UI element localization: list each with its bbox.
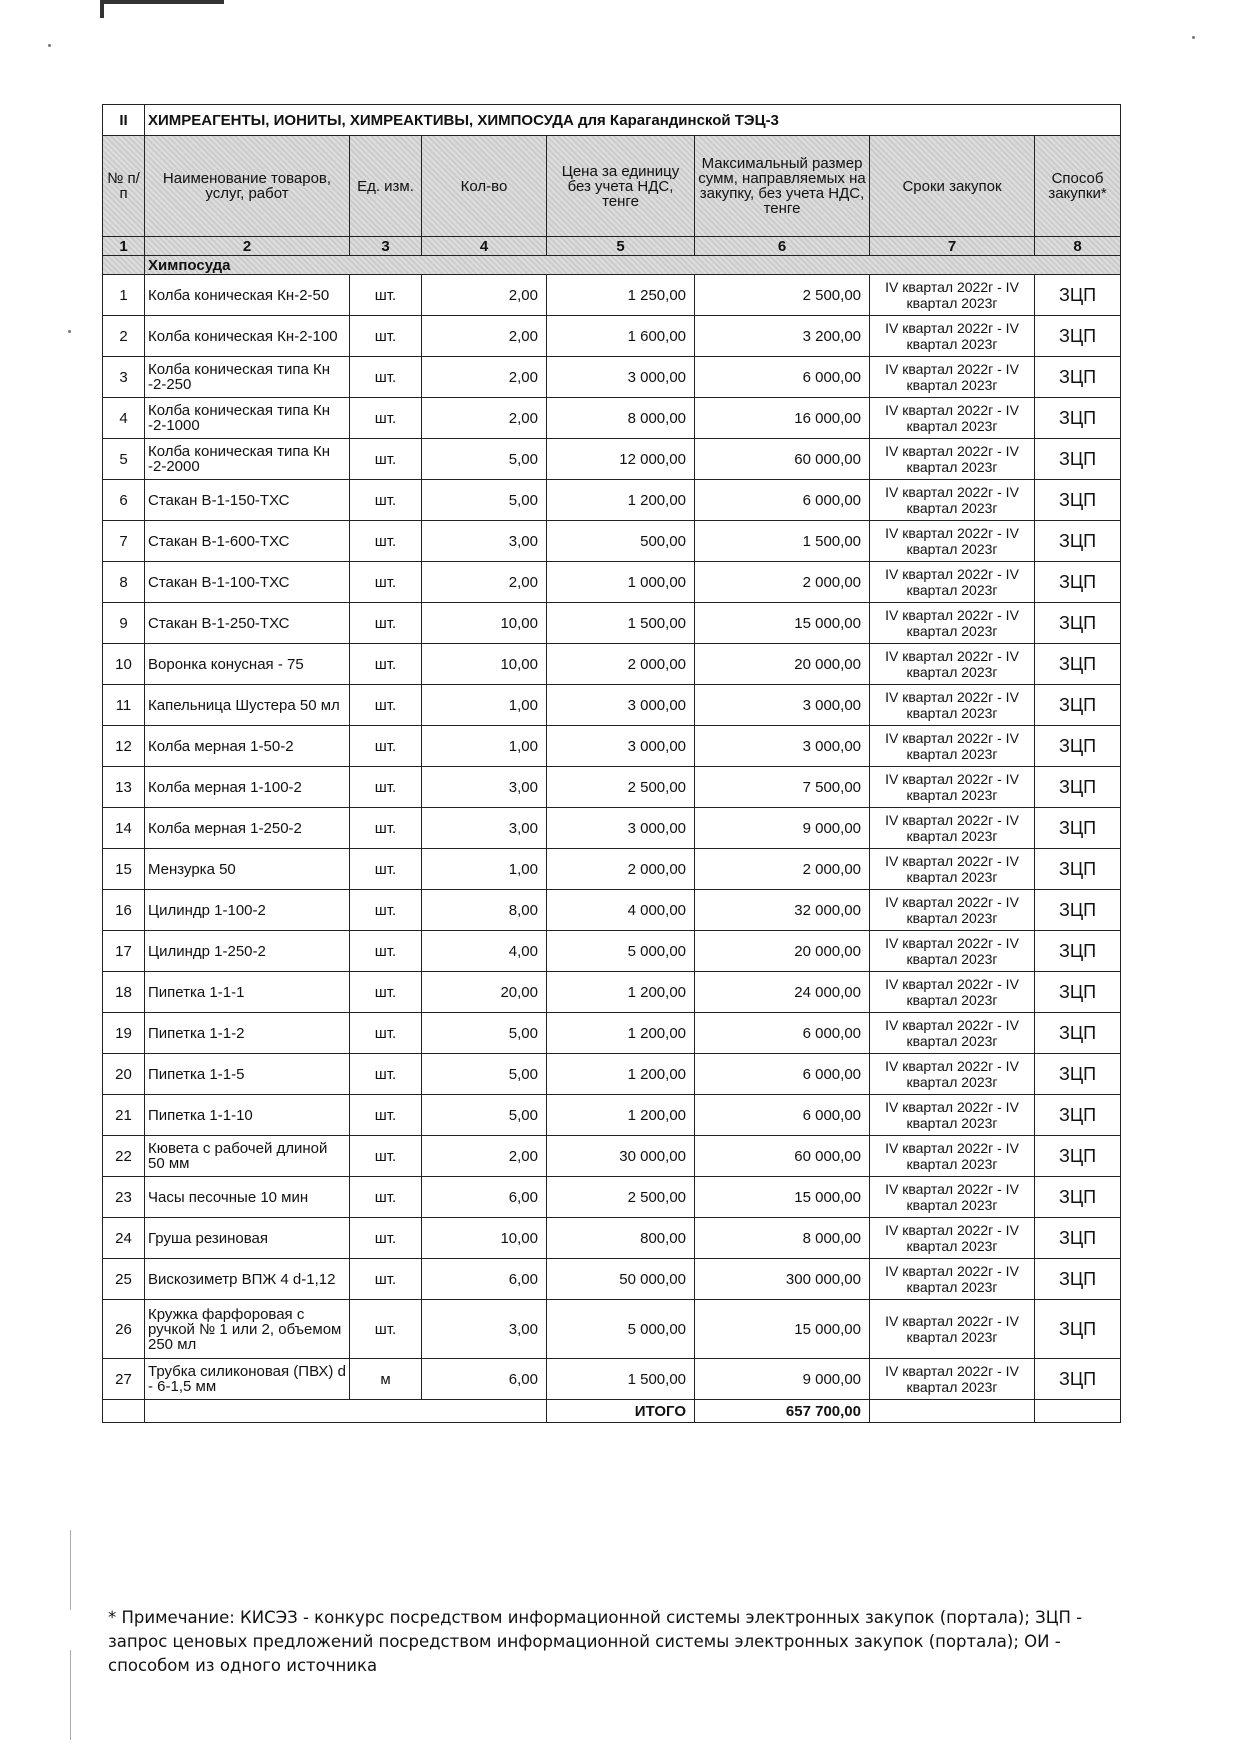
item-qty: 2,00 — [422, 357, 547, 398]
table-row — [103, 767, 1121, 808]
item-qty: 2,00 — [422, 275, 547, 316]
item-name: Кружка фарфоровая с ручкой № 1 или 2, объемом 250 мл — [145, 1300, 350, 1359]
item-sum: 15 000,00 — [695, 1300, 870, 1359]
table-row — [103, 726, 1121, 767]
item-term: IV квартал 2022г - IV квартал 2023г — [870, 275, 1035, 316]
item-qty: 2,00 — [422, 1136, 547, 1177]
item-name: Кювета с рабочей длиной 50 мм — [145, 1136, 350, 1177]
item-term: IV квартал 2022г - IV квартал 2023г — [870, 808, 1035, 849]
item-method: ЗЦП — [1035, 1136, 1121, 1177]
item-sum: 8 000,00 — [695, 1218, 870, 1259]
table-row — [103, 808, 1121, 849]
header-max-sum: Максимальный размер сумм, направляемых на закупку, без учета НДС, тенге — [695, 136, 870, 237]
item-price: 3 000,00 — [547, 726, 695, 767]
item-sum: 2 000,00 — [695, 562, 870, 603]
item-price: 2 000,00 — [547, 644, 695, 685]
item-name: Капельница Шустера 50 мл — [145, 685, 350, 726]
item-term: IV квартал 2022г - IV квартал 2023г — [870, 1300, 1035, 1359]
item-term: IV квартал 2022г - IV квартал 2023г — [870, 1177, 1035, 1218]
item-qty: 6,00 — [422, 1259, 547, 1300]
item-sum: 3 200,00 — [695, 316, 870, 357]
header-row — [103, 136, 1121, 237]
scan-speck — [48, 44, 51, 47]
item-method: ЗЦП — [1035, 931, 1121, 972]
item-unit: м — [350, 1359, 422, 1400]
item-method: ЗЦП — [1035, 849, 1121, 890]
item-qty: 2,00 — [422, 562, 547, 603]
item-unit: шт. — [350, 931, 422, 972]
item-unit: шт. — [350, 357, 422, 398]
item-number: 6 — [103, 480, 145, 521]
item-sum: 300 000,00 — [695, 1259, 870, 1300]
item-sum: 2 000,00 — [695, 849, 870, 890]
item-unit: шт. — [350, 1300, 422, 1359]
subsection-title: Химпосуда — [145, 256, 1121, 275]
header-unit: Ед. изм. — [350, 136, 422, 237]
item-name: Колба коническая типа Кн -2-1000 — [145, 398, 350, 439]
item-method: ЗЦП — [1035, 357, 1121, 398]
item-unit: шт. — [350, 1218, 422, 1259]
table-row — [103, 644, 1121, 685]
item-unit: шт. — [350, 849, 422, 890]
item-unit: шт. — [350, 767, 422, 808]
item-method: ЗЦП — [1035, 1095, 1121, 1136]
item-method: ЗЦП — [1035, 808, 1121, 849]
item-number: 24 — [103, 1218, 145, 1259]
item-term: IV квартал 2022г - IV квартал 2023г — [870, 439, 1035, 480]
item-qty: 8,00 — [422, 890, 547, 931]
item-method: ЗЦП — [1035, 1218, 1121, 1259]
item-qty: 5,00 — [422, 480, 547, 521]
item-number: 20 — [103, 1054, 145, 1095]
item-price: 3 000,00 — [547, 808, 695, 849]
subsection-row — [103, 256, 1121, 275]
item-unit: шт. — [350, 972, 422, 1013]
table-row — [103, 275, 1121, 316]
item-name: Пипетка 1-1-10 — [145, 1095, 350, 1136]
item-method: ЗЦП — [1035, 316, 1121, 357]
item-number: 2 — [103, 316, 145, 357]
item-method: ЗЦП — [1035, 972, 1121, 1013]
item-number: 15 — [103, 849, 145, 890]
item-method: ЗЦП — [1035, 1300, 1121, 1359]
item-number: 1 — [103, 275, 145, 316]
item-method: ЗЦП — [1035, 439, 1121, 480]
item-price: 2 500,00 — [547, 767, 695, 808]
procurement-table — [102, 104, 1121, 1423]
column-number: 1 — [103, 237, 145, 256]
table-row — [103, 1095, 1121, 1136]
item-unit: шт. — [350, 1177, 422, 1218]
item-price: 5 000,00 — [547, 931, 695, 972]
item-method: ЗЦП — [1035, 1359, 1121, 1400]
item-unit: шт. — [350, 480, 422, 521]
item-name: Цилиндр 1-100-2 — [145, 890, 350, 931]
total-label: ИТОГО — [547, 1400, 695, 1423]
item-sum: 6 000,00 — [695, 480, 870, 521]
item-qty: 10,00 — [422, 603, 547, 644]
item-name: Колба коническая типа Кн -2-2000 — [145, 439, 350, 480]
table-row — [103, 685, 1121, 726]
table-row — [103, 562, 1121, 603]
item-unit: шт. — [350, 316, 422, 357]
item-unit: шт. — [350, 1013, 422, 1054]
item-method: ЗЦП — [1035, 275, 1121, 316]
table-row — [103, 1013, 1121, 1054]
item-unit: шт. — [350, 439, 422, 480]
item-method: ЗЦП — [1035, 562, 1121, 603]
item-sum: 60 000,00 — [695, 1136, 870, 1177]
item-number: 17 — [103, 931, 145, 972]
item-method: ЗЦП — [1035, 1177, 1121, 1218]
item-number: 21 — [103, 1095, 145, 1136]
item-method: ЗЦП — [1035, 890, 1121, 931]
item-qty: 6,00 — [422, 1177, 547, 1218]
item-qty: 20,00 — [422, 972, 547, 1013]
item-price: 4 000,00 — [547, 890, 695, 931]
header-price: Цена за единицу без учета НДС, тенге — [547, 136, 695, 237]
item-term: IV квартал 2022г - IV квартал 2023г — [870, 890, 1035, 931]
item-term: IV квартал 2022г - IV квартал 2023г — [870, 398, 1035, 439]
item-name: Стакан В-1-250-ТХС — [145, 603, 350, 644]
item-term: IV квартал 2022г - IV квартал 2023г — [870, 1095, 1035, 1136]
item-number: 27 — [103, 1359, 145, 1400]
item-name: Пипетка 1-1-2 — [145, 1013, 350, 1054]
item-number: 22 — [103, 1136, 145, 1177]
column-number: 3 — [350, 237, 422, 256]
item-method: ЗЦП — [1035, 603, 1121, 644]
item-name: Колба коническая Кн-2-100 — [145, 316, 350, 357]
item-name: Колба коническая типа Кн -2-250 — [145, 357, 350, 398]
table-row — [103, 439, 1121, 480]
item-qty: 1,00 — [422, 685, 547, 726]
item-number: 3 — [103, 357, 145, 398]
item-qty: 10,00 — [422, 1218, 547, 1259]
item-sum: 6 000,00 — [695, 1013, 870, 1054]
scan-speck — [1192, 36, 1195, 39]
item-sum: 6 000,00 — [695, 357, 870, 398]
item-unit: шт. — [350, 644, 422, 685]
item-term: IV квартал 2022г - IV квартал 2023г — [870, 767, 1035, 808]
item-unit: шт. — [350, 1136, 422, 1177]
item-method: ЗЦП — [1035, 1054, 1121, 1095]
item-unit: шт. — [350, 1259, 422, 1300]
item-method: ЗЦП — [1035, 644, 1121, 685]
table-row — [103, 603, 1121, 644]
item-term: IV квартал 2022г - IV квартал 2023г — [870, 1054, 1035, 1095]
item-number: 16 — [103, 890, 145, 931]
item-method: ЗЦП — [1035, 1013, 1121, 1054]
item-sum: 16 000,00 — [695, 398, 870, 439]
item-number: 18 — [103, 972, 145, 1013]
item-price: 50 000,00 — [547, 1259, 695, 1300]
item-price: 12 000,00 — [547, 439, 695, 480]
item-name: Пипетка 1-1-5 — [145, 1054, 350, 1095]
item-sum: 9 000,00 — [695, 808, 870, 849]
item-term: IV квартал 2022г - IV квартал 2023г — [870, 1013, 1035, 1054]
table-row — [103, 316, 1121, 357]
item-number: 8 — [103, 562, 145, 603]
table-row — [103, 1218, 1121, 1259]
item-name: Часы песочные 10 мин — [145, 1177, 350, 1218]
item-name: Стакан В-1-150-ТХС — [145, 480, 350, 521]
item-unit: шт. — [350, 603, 422, 644]
item-sum: 6 000,00 — [695, 1054, 870, 1095]
item-sum: 7 500,00 — [695, 767, 870, 808]
item-term: IV квартал 2022г - IV квартал 2023г — [870, 316, 1035, 357]
item-number: 5 — [103, 439, 145, 480]
section-title-row — [103, 105, 1121, 136]
item-term: IV квартал 2022г - IV квартал 2023г — [870, 931, 1035, 972]
column-number: 8 — [1035, 237, 1121, 256]
item-sum: 32 000,00 — [695, 890, 870, 931]
item-price: 1 200,00 — [547, 1095, 695, 1136]
item-term: IV квартал 2022г - IV квартал 2023г — [870, 1259, 1035, 1300]
item-name: Воронка конусная - 75 — [145, 644, 350, 685]
item-sum: 6 000,00 — [695, 1095, 870, 1136]
item-term: IV квартал 2022г - IV квартал 2023г — [870, 521, 1035, 562]
item-qty: 6,00 — [422, 1359, 547, 1400]
header-method: Способ закупки* — [1035, 136, 1121, 237]
item-name: Вискозиметр ВПЖ 4 d-1,12 — [145, 1259, 350, 1300]
item-name: Цилиндр 1-250-2 — [145, 931, 350, 972]
item-price: 1 200,00 — [547, 972, 695, 1013]
item-price: 1 200,00 — [547, 1013, 695, 1054]
item-name: Груша резиновая — [145, 1218, 350, 1259]
item-unit: шт. — [350, 562, 422, 603]
item-term: IV квартал 2022г - IV квартал 2023г — [870, 562, 1035, 603]
table-row — [103, 480, 1121, 521]
item-name: Колба мерная 1-250-2 — [145, 808, 350, 849]
section-title: ХИМРЕАГЕНТЫ, ИОНИТЫ, ХИМРЕАКТИВЫ, ХИМПОСУДА для Карагандинской ТЭЦ-3 — [145, 105, 1121, 136]
table-row — [103, 849, 1121, 890]
item-price: 1 250,00 — [547, 275, 695, 316]
item-term: IV квартал 2022г - IV квартал 2023г — [870, 644, 1035, 685]
item-term: IV квартал 2022г - IV квартал 2023г — [870, 726, 1035, 767]
item-price: 2 000,00 — [547, 849, 695, 890]
footnote: * Примечание: КИСЭЗ - конкурс посредством информационной системы электронных закупок (портала); ЗЦП - запрос ценовых предложений посредством информационной системы электронных закупок (портала); ОИ - способом из одного источника — [108, 1608, 1083, 1675]
item-unit: шт. — [350, 1054, 422, 1095]
item-price: 800,00 — [547, 1218, 695, 1259]
header-qty: Кол-во — [422, 136, 547, 237]
item-number: 7 — [103, 521, 145, 562]
item-term: IV квартал 2022г - IV квартал 2023г — [870, 849, 1035, 890]
item-method: ЗЦП — [1035, 726, 1121, 767]
total-row — [103, 1400, 1121, 1423]
item-price: 3 000,00 — [547, 685, 695, 726]
column-number: 7 — [870, 237, 1035, 256]
header-term: Сроки закупок — [870, 136, 1035, 237]
table-row — [103, 1300, 1121, 1359]
scan-corner-mark — [100, 0, 224, 18]
item-price: 1 500,00 — [547, 1359, 695, 1400]
table-row — [103, 931, 1121, 972]
item-method: ЗЦП — [1035, 398, 1121, 439]
item-number: 19 — [103, 1013, 145, 1054]
item-unit: шт. — [350, 275, 422, 316]
table-row — [103, 357, 1121, 398]
item-number: 12 — [103, 726, 145, 767]
item-name: Стакан В-1-100-ТХС — [145, 562, 350, 603]
item-sum: 20 000,00 — [695, 644, 870, 685]
item-name: Колба мерная 1-100-2 — [145, 767, 350, 808]
item-qty: 5,00 — [422, 439, 547, 480]
item-price: 1 000,00 — [547, 562, 695, 603]
item-name: Колба коническая Кн-2-50 — [145, 275, 350, 316]
item-qty: 1,00 — [422, 849, 547, 890]
column-number: 4 — [422, 237, 547, 256]
item-qty: 3,00 — [422, 808, 547, 849]
table-row — [103, 521, 1121, 562]
item-qty: 3,00 — [422, 521, 547, 562]
item-sum: 60 000,00 — [695, 439, 870, 480]
item-price: 1 600,00 — [547, 316, 695, 357]
item-number: 13 — [103, 767, 145, 808]
item-unit: шт. — [350, 890, 422, 931]
item-number: 14 — [103, 808, 145, 849]
item-number: 4 — [103, 398, 145, 439]
item-number: 10 — [103, 644, 145, 685]
item-number: 26 — [103, 1300, 145, 1359]
item-price: 1 200,00 — [547, 1054, 695, 1095]
item-term: IV квартал 2022г - IV квартал 2023г — [870, 1136, 1035, 1177]
item-number: 25 — [103, 1259, 145, 1300]
item-number: 11 — [103, 685, 145, 726]
item-term: IV квартал 2022г - IV квартал 2023г — [870, 357, 1035, 398]
item-number: 9 — [103, 603, 145, 644]
item-qty: 3,00 — [422, 1300, 547, 1359]
item-price: 1 200,00 — [547, 480, 695, 521]
total-value: 657 700,00 — [695, 1400, 870, 1423]
table-row — [103, 1136, 1121, 1177]
table-row — [103, 890, 1121, 931]
item-price: 1 500,00 — [547, 603, 695, 644]
item-qty: 4,00 — [422, 931, 547, 972]
column-number-row — [103, 237, 1121, 256]
item-method: ЗЦП — [1035, 1259, 1121, 1300]
column-number: 6 — [695, 237, 870, 256]
item-price: 3 000,00 — [547, 357, 695, 398]
item-name: Мензурка 50 — [145, 849, 350, 890]
section-roman: II — [103, 105, 145, 136]
item-sum: 24 000,00 — [695, 972, 870, 1013]
item-price: 30 000,00 — [547, 1136, 695, 1177]
table-row — [103, 398, 1121, 439]
column-number: 5 — [547, 237, 695, 256]
item-term: IV квартал 2022г - IV квартал 2023г — [870, 1359, 1035, 1400]
item-sum: 3 000,00 — [695, 685, 870, 726]
header-num: № п/п — [103, 136, 145, 237]
item-qty: 3,00 — [422, 767, 547, 808]
item-term: IV квартал 2022г - IV квартал 2023г — [870, 972, 1035, 1013]
item-term: IV квартал 2022г - IV квартал 2023г — [870, 603, 1035, 644]
item-qty: 5,00 — [422, 1013, 547, 1054]
table-row — [103, 1054, 1121, 1095]
item-price: 5 000,00 — [547, 1300, 695, 1359]
item-method: ЗЦП — [1035, 480, 1121, 521]
item-price: 8 000,00 — [547, 398, 695, 439]
item-sum: 1 500,00 — [695, 521, 870, 562]
item-method: ЗЦП — [1035, 767, 1121, 808]
header-name: Наименование товаров, услуг, работ — [145, 136, 350, 237]
item-qty: 1,00 — [422, 726, 547, 767]
item-sum: 2 500,00 — [695, 275, 870, 316]
item-price: 2 500,00 — [547, 1177, 695, 1218]
item-unit: шт. — [350, 726, 422, 767]
item-sum: 15 000,00 — [695, 603, 870, 644]
column-number: 2 — [145, 237, 350, 256]
table-row — [103, 1177, 1121, 1218]
table-row — [103, 1259, 1121, 1300]
item-unit: шт. — [350, 808, 422, 849]
scan-margin-line — [70, 1530, 71, 1610]
scan-speck — [68, 330, 71, 333]
item-unit: шт. — [350, 398, 422, 439]
item-sum: 20 000,00 — [695, 931, 870, 972]
item-term: IV квартал 2022г - IV квартал 2023г — [870, 480, 1035, 521]
item-qty: 2,00 — [422, 316, 547, 357]
item-name: Колба мерная 1-50-2 — [145, 726, 350, 767]
item-unit: шт. — [350, 1095, 422, 1136]
item-term: IV квартал 2022г - IV квартал 2023г — [870, 1218, 1035, 1259]
table-row — [103, 972, 1121, 1013]
item-method: ЗЦП — [1035, 685, 1121, 726]
item-term: IV квартал 2022г - IV квартал 2023г — [870, 685, 1035, 726]
item-sum: 9 000,00 — [695, 1359, 870, 1400]
item-unit: шт. — [350, 685, 422, 726]
item-name: Трубка силиконовая (ПВХ) d - 6-1,5 мм — [145, 1359, 350, 1400]
item-qty: 2,00 — [422, 398, 547, 439]
item-price: 500,00 — [547, 521, 695, 562]
item-method: ЗЦП — [1035, 521, 1121, 562]
table-row — [103, 1359, 1121, 1400]
scan-margin-line — [70, 1650, 71, 1740]
item-sum: 3 000,00 — [695, 726, 870, 767]
item-sum: 15 000,00 — [695, 1177, 870, 1218]
item-qty: 10,00 — [422, 644, 547, 685]
item-qty: 5,00 — [422, 1095, 547, 1136]
item-name: Пипетка 1-1-1 — [145, 972, 350, 1013]
item-number: 23 — [103, 1177, 145, 1218]
item-unit: шт. — [350, 521, 422, 562]
item-name: Стакан В-1-600-ТХС — [145, 521, 350, 562]
item-qty: 5,00 — [422, 1054, 547, 1095]
